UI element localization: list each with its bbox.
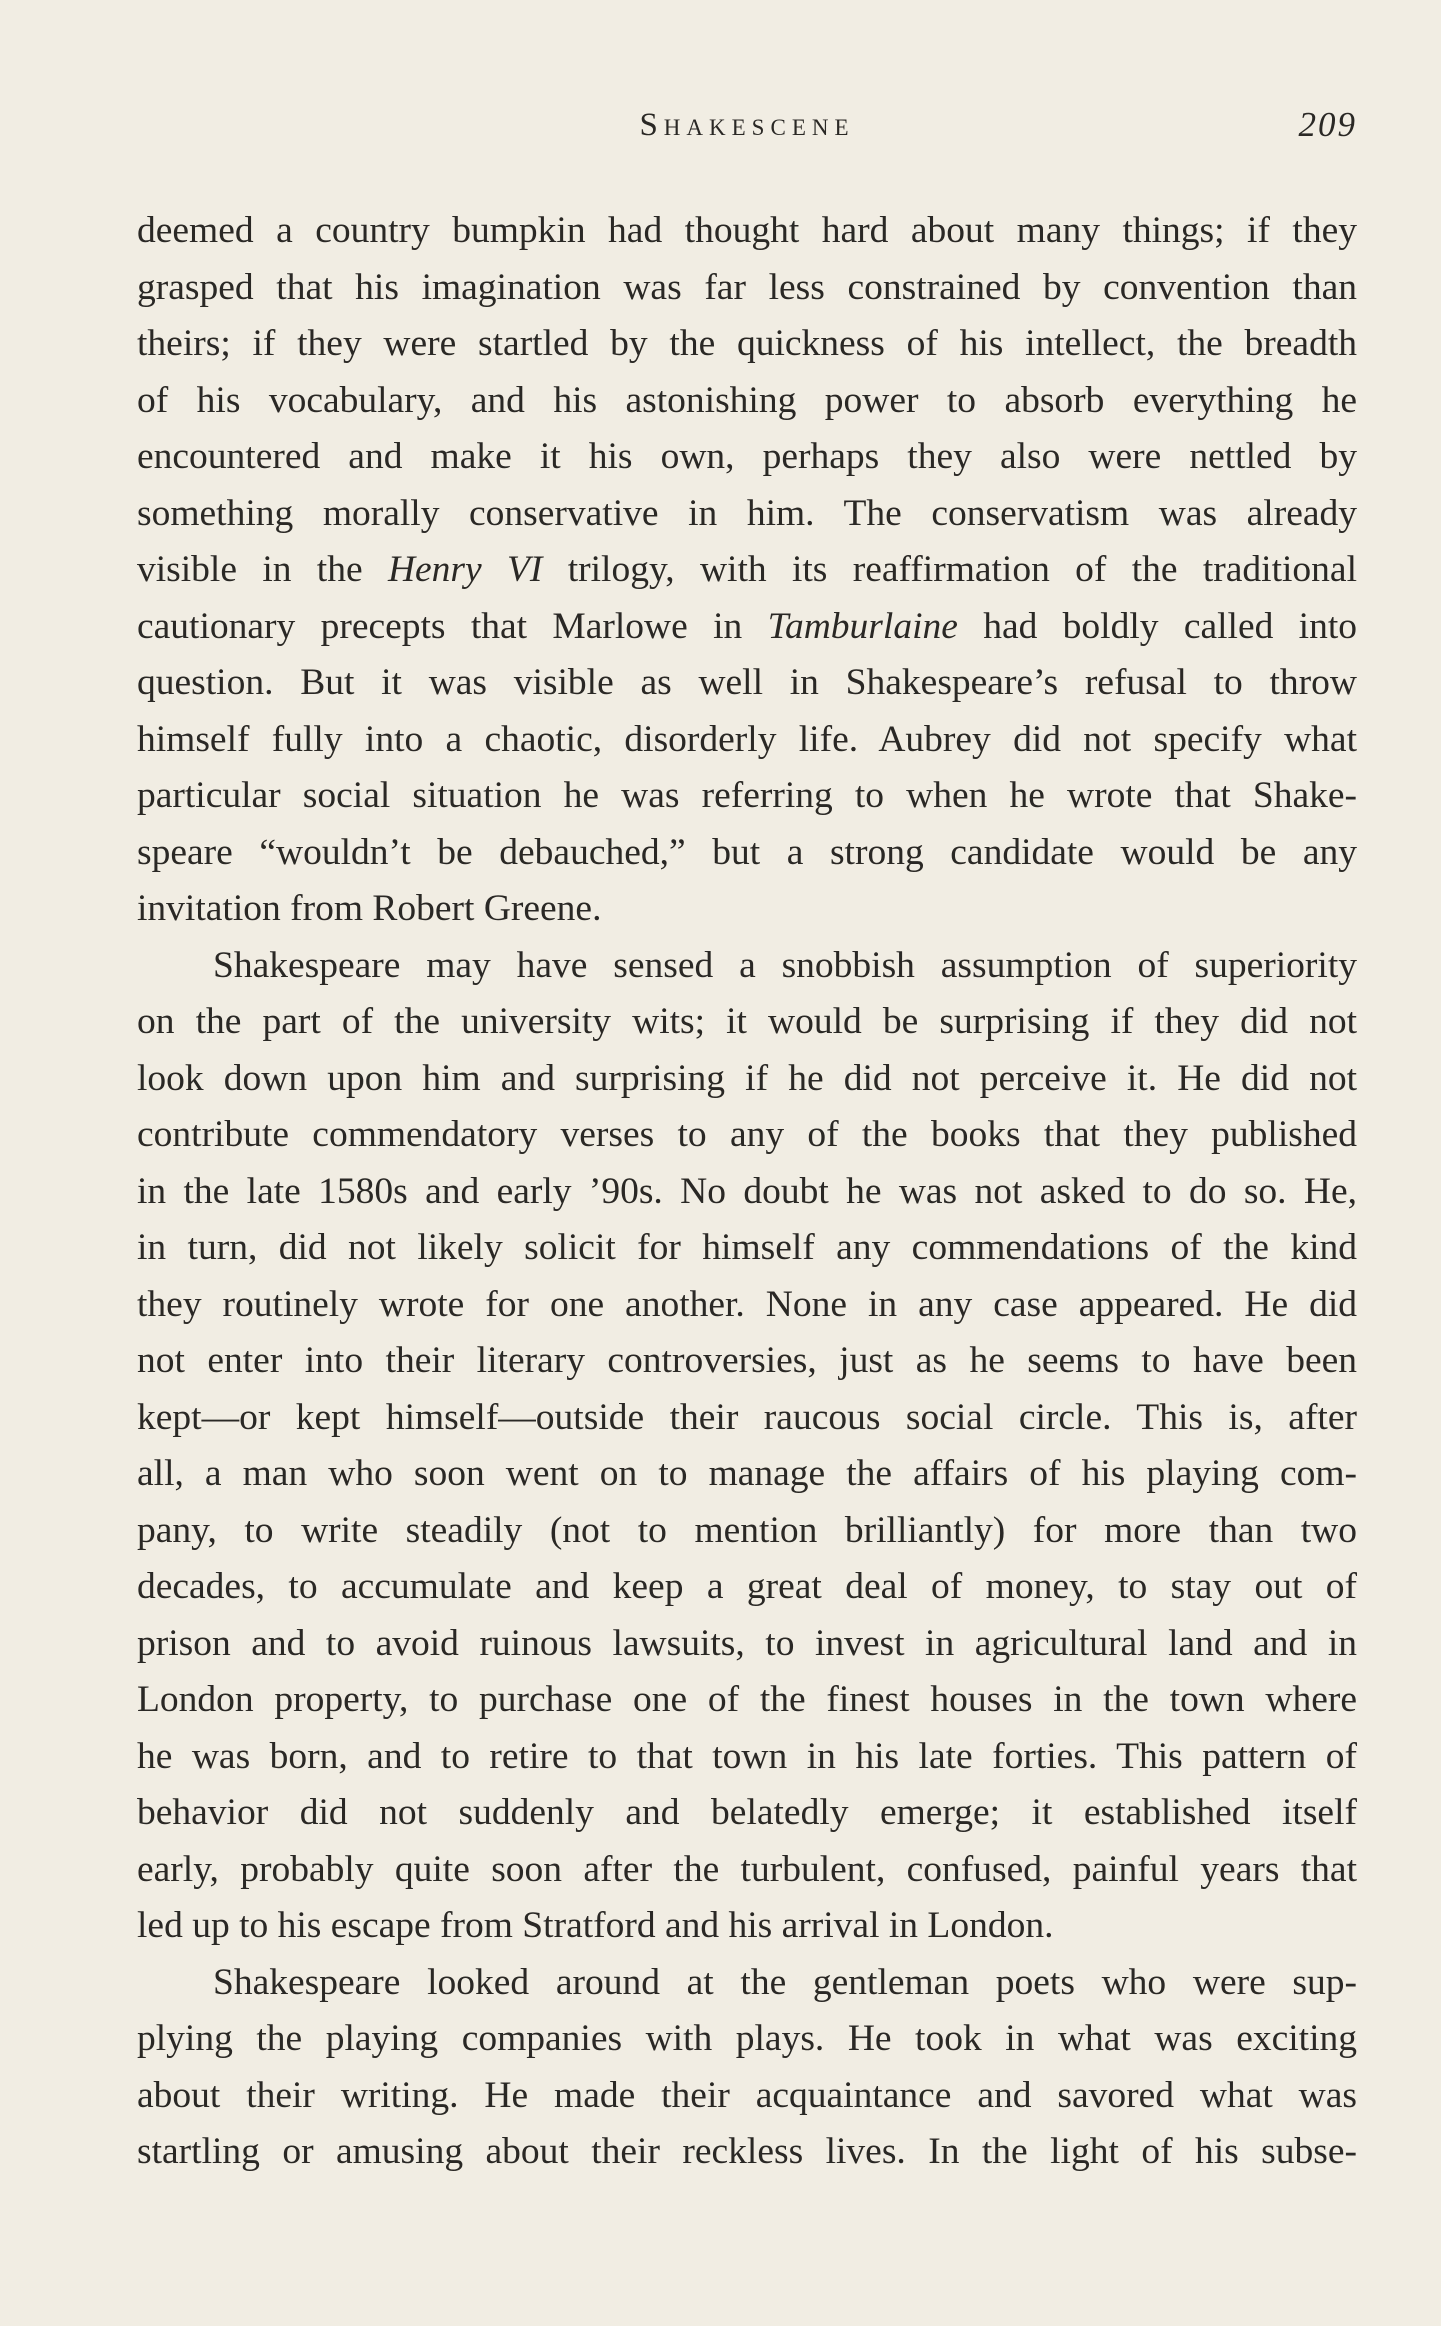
- book-title: Henry VI: [387, 549, 543, 590]
- text-line: speare “wouldn’t be debauched,” but a strong candidate would be any: [137, 831, 1357, 873]
- text-line: pany, to write steadily (not to mention brilliantly) for more than two: [137, 1509, 1357, 1551]
- text-segment: cautionary precepts that Marlowe in: [137, 605, 768, 647]
- text-line: about their writing. He made their acquaintance and savored what was: [137, 2074, 1357, 2116]
- text-line: plying the playing companies with plays. He took in what was exciting: [137, 2018, 1357, 2059]
- text-line: in the late 1580s and early ’90s. No doubt he was not asked to do so. He,: [137, 1170, 1357, 1212]
- text-line: on the part of the university wits; it would be surprising if they did not: [137, 1001, 1357, 1042]
- text-line: encountered and make it his own, perhaps they also were nettled by: [137, 436, 1357, 477]
- text-line: particular social situation he was referring to when he wrote that Shake-: [137, 775, 1357, 816]
- paragraph: [137, 203, 1357, 938]
- text-line: they routinely wrote for one another. None in any case appeared. He did: [137, 1283, 1357, 1325]
- text-line: Shakespeare looked around at the gentleman poets who were sup-: [213, 1961, 1357, 2003]
- text-segment: had boldly called into: [957, 605, 1358, 647]
- text-line: he was born, and to retire to that town in his late forties. This pattern of: [137, 1735, 1357, 1777]
- text-line: all, a man who soon went on to manage the affairs of his playing com-: [137, 1453, 1357, 1494]
- text-line: kept—or kept himself—outside their raucous social circle. This is, after: [137, 1396, 1357, 1438]
- book-title: Tamburlaine: [767, 605, 958, 647]
- text-line: invitation from Robert Greene.: [137, 888, 602, 929]
- text-line: early, probably quite soon after the turbulent, confused, painful years that: [137, 1848, 1357, 1890]
- text-line: decades, to accumulate and keep a great deal of money, to stay out of: [137, 1566, 1357, 1607]
- text-line: not enter into their literary controversies, just as he seems to have been: [137, 1340, 1357, 1381]
- page-number: 209: [1298, 105, 1357, 144]
- text-line: himself fully into a chaotic, disorderly life. Aubrey did not specify what: [137, 718, 1357, 760]
- paragraph: [137, 938, 1357, 1955]
- text-line: question. But it was visible as well in Shakespeare’s refusal to throw: [137, 662, 1357, 703]
- body-text: [137, 203, 1357, 2181]
- text-line: [137, 599, 1357, 656]
- running-title: Shakescene: [639, 107, 855, 143]
- text-line: look down upon him and surprising if he did not perceive it. He did not: [137, 1057, 1357, 1099]
- text-line: something morally conservative in him. The conservatism was already: [137, 492, 1357, 534]
- text-line: contribute commendatory verses to any of the books that they published: [137, 1114, 1357, 1155]
- text-line: theirs; if they were startled by the quickness of his intellect, the breadth: [137, 323, 1357, 364]
- text-line: Shakespeare may have sensed a snobbish assumption of superiority: [213, 944, 1357, 986]
- text-segment: trilogy, with its reaffirmation of the traditional: [542, 549, 1357, 590]
- text-line: London property, to purchase one of the finest houses in the town where: [137, 1679, 1357, 1720]
- text-line: in turn, did not likely solicit for himself any commendations of the kind: [137, 1227, 1357, 1268]
- text-line: startling or amusing about their reckless lives. In the light of his subse-: [137, 2131, 1357, 2172]
- text-line: behavior did not suddenly and belatedly emerge; it established itself: [137, 1792, 1357, 1833]
- text-line: grasped that his imagination was far less constrained by convention than: [137, 266, 1357, 308]
- text-line: deemed a country bumpkin had thought hard about many things; if they: [137, 210, 1357, 251]
- paragraph: [137, 1955, 1357, 2181]
- text-segment: visible in the: [137, 549, 388, 590]
- text-line: [137, 542, 1357, 599]
- text-line: of his vocabulary, and his astonishing power to absorb everything he: [137, 379, 1357, 421]
- text-line: prison and to avoid ruinous lawsuits, to invest in agricultural land and in: [137, 1622, 1357, 1664]
- text-line: led up to his escape from Stratford and his arrival in London.: [137, 1905, 1054, 1946]
- running-head: [137, 100, 1357, 150]
